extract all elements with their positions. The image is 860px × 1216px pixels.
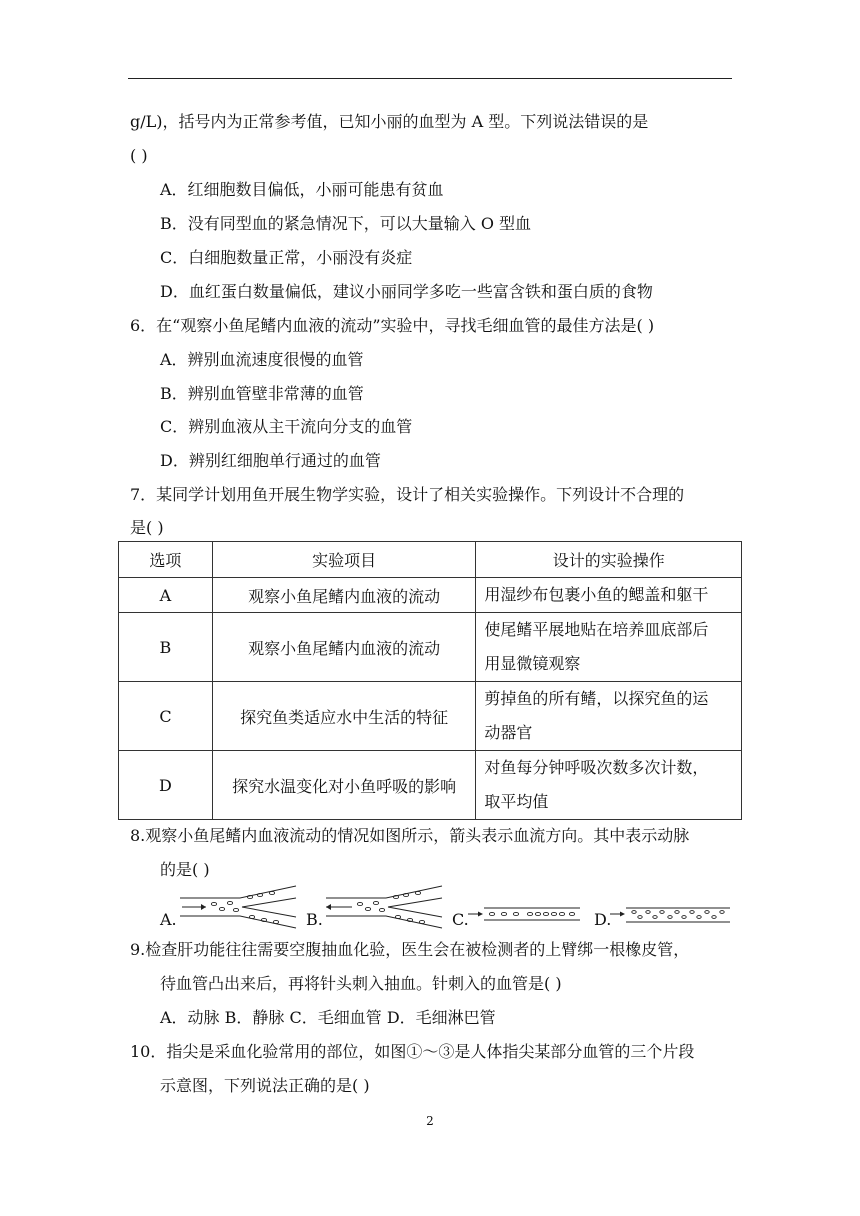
row-operation-line: 剪掉鱼的所有鳍，以探究鱼的运 — [484, 689, 709, 708]
table-row — [119, 578, 742, 613]
q5-option-a: A．红细胞数目偏低，小丽可能患有贫血 — [160, 180, 444, 199]
figure-label: A. — [160, 910, 177, 929]
vessel-straight-diagram — [610, 884, 734, 930]
page-number: 2 — [426, 1114, 434, 1128]
row-item: 观察小鱼尾鳍内血液的流动 — [212, 578, 476, 613]
row-operation-line: 使尾鳍平展地贴在培养皿底部后 — [484, 620, 709, 639]
table-header-row — [119, 542, 742, 578]
row-operation-line: 取平均值 — [484, 792, 549, 811]
q8-figure-b — [306, 884, 446, 930]
row-operation — [476, 751, 742, 820]
row-option: A — [119, 578, 213, 613]
row-operation-line: 动器官 — [484, 723, 533, 742]
table-row — [119, 682, 742, 751]
q5-answer-paren: ( ) — [130, 146, 148, 165]
q5-option-d: D．血红蛋白数量偏低，建议小丽同学多吃一些富含铁和蛋白质的食物 — [160, 282, 653, 301]
q9-stem-line2: 待血管凸出来后，再将针头刺入抽血。针刺入的血管是( ) — [160, 974, 562, 993]
row-item: 探究水温变化对小鱼呼吸的影响 — [212, 751, 476, 820]
q6-option-c: C．辨别血液从主干流向分支的血管 — [160, 417, 413, 436]
q9-stem: 9.检查肝功能往往需要空腹抽血化验，医生会在被检测者的上臂绑一根橡皮管， — [130, 940, 690, 959]
table-header-operation: 设计的实验操作 — [476, 542, 742, 578]
vessel-diverging-diagram — [176, 884, 300, 930]
q7-table — [118, 541, 742, 820]
capillary-single-file-diagram — [468, 884, 584, 930]
row-item: 观察小鱼尾鳍内血液的流动 — [212, 613, 476, 682]
figure-label: D. — [594, 910, 612, 929]
row-operation-line: 用显微镜观察 — [484, 654, 581, 673]
row-operation — [476, 682, 742, 751]
q6-option-d: D．辨别红细胞单行通过的血管 — [160, 451, 381, 470]
q8-figure-c — [452, 884, 586, 930]
q8-stem-line2: 的是( ) — [160, 860, 210, 879]
vessel-converging-diagram — [322, 884, 446, 930]
q6-option-a: A．辨别血流速度很慢的血管 — [160, 350, 364, 369]
q9-options: A．动脉 B．静脉 C．毛细血管 D．毛细淋巴管 — [160, 1008, 496, 1027]
row-option: C — [119, 682, 213, 751]
row-operation — [476, 578, 742, 613]
row-option: D — [119, 751, 213, 820]
q7-stem: 7．某同学计划用鱼开展生物学实验，设计了相关实验操作。下列设计不合理的 — [130, 485, 685, 504]
q10-stem-line2: 示意图，下列说法正确的是( ) — [160, 1076, 370, 1095]
q5-option-b: B．没有同型血的紧急情况下，可以大量输入 O 型血 — [160, 214, 532, 233]
q7-stem-line2: 是( ) — [130, 518, 164, 537]
figure-label: C. — [452, 910, 469, 929]
table-header-option: 选项 — [119, 542, 213, 578]
row-operation-line: 对鱼每分钟呼吸次数多次计数， — [484, 758, 709, 777]
q5-stem-cont: g/L)，括号内为正常参考值，已知小丽的血型为 A 型。下列说法错误的是 — [130, 112, 649, 131]
q8-figure-d — [594, 884, 734, 930]
row-operation-line: 用湿纱布包裹小鱼的鳃盖和躯干 — [484, 585, 709, 604]
figure-label: B. — [306, 910, 323, 929]
q5-option-c: C．白细胞数量正常，小丽没有炎症 — [160, 248, 413, 267]
table-row — [119, 751, 742, 820]
q6-option-b: B．辨别血管壁非常薄的血管 — [160, 384, 364, 403]
q8-stem: 8.观察小鱼尾鳍内血液流动的情况如图所示，箭头表示血流方向。其中表示动脉 — [130, 826, 690, 845]
q6-stem: 6．在“观察小鱼尾鳍内血液的流动”实验中，寻找毛细血管的最佳方法是( ) — [130, 316, 655, 335]
table-row — [119, 613, 742, 682]
row-operation — [476, 613, 742, 682]
q8-figure-a — [160, 884, 300, 930]
q10-stem: 10．指尖是采血化验常用的部位，如图①～③是人体指尖某部分血管的三个片段 — [130, 1042, 695, 1061]
row-item: 探究鱼类适应水中生活的特征 — [212, 682, 476, 751]
header-rule — [128, 78, 732, 79]
table-header-item: 实验项目 — [212, 542, 476, 578]
row-option: B — [119, 613, 213, 682]
